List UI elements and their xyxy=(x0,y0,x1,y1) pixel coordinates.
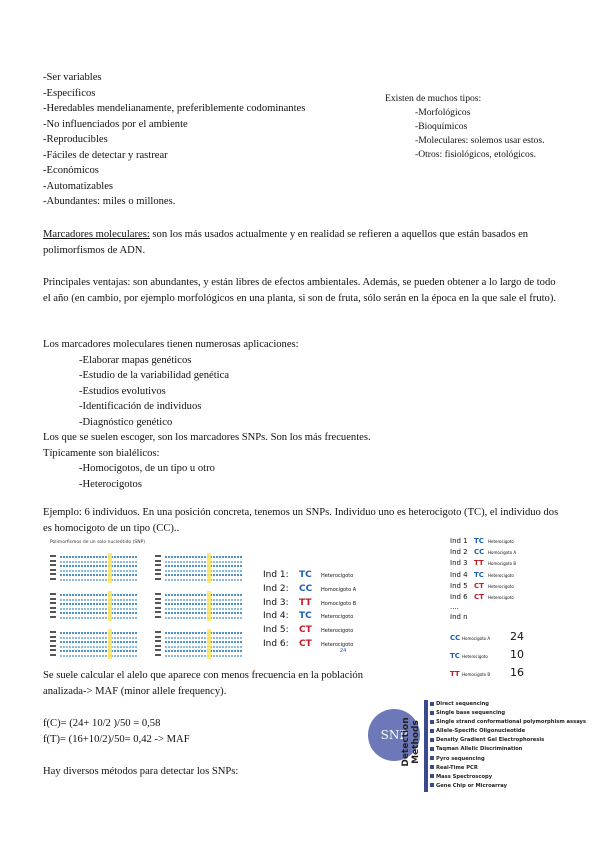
individual-label: Ind 4: xyxy=(263,611,289,622)
sequence-tick xyxy=(155,573,161,575)
method-item xyxy=(430,773,586,782)
sequence-line xyxy=(165,617,243,619)
individual-desc: Heterocigoto xyxy=(488,583,514,589)
application-item: -Identificación de individuos xyxy=(79,401,202,412)
method-label: Mass Spectroscopy xyxy=(436,773,493,780)
count-row xyxy=(450,646,550,664)
right-individuals xyxy=(450,536,550,603)
count-genotype: TC xyxy=(450,652,460,661)
individual-genotype: CT xyxy=(474,581,484,590)
method-label: Gene Chip or Microarray xyxy=(436,782,507,789)
sequence-line xyxy=(165,594,243,596)
sequence-line xyxy=(60,646,138,648)
characteristics-list xyxy=(43,70,305,210)
sequence-tick xyxy=(50,645,56,647)
sequence-tick xyxy=(50,607,56,609)
count-genotype: TT xyxy=(450,670,460,679)
method-item xyxy=(430,709,586,718)
sequence-line xyxy=(60,561,138,563)
individual-desc: Heterocigoto xyxy=(488,539,514,544)
individual-desc: Heterocigoto xyxy=(321,641,354,648)
sequence-tick xyxy=(50,611,56,613)
formula-c: f(C)= (24+ 10/2 )/50 = 0,58 xyxy=(43,718,161,729)
snp-highlight xyxy=(108,591,112,621)
method-item xyxy=(430,745,586,754)
sequence-tick xyxy=(155,598,161,600)
sequence-tick xyxy=(50,654,56,656)
methods-intro: Hay diversos métodos para detectar los SNPs: xyxy=(43,766,239,777)
molecular-text: son los más usados actualmente y en realidad se refieren a aquellos que están basados en polimorfismos de ADN. xyxy=(43,229,529,256)
method-item xyxy=(430,782,586,791)
method-label: Taqman Allelic Discrimination xyxy=(436,746,523,753)
method-item xyxy=(430,727,586,736)
type-item: -Morfológicos xyxy=(415,107,471,118)
sequence-tick xyxy=(155,654,161,656)
snp-highlight xyxy=(207,629,211,659)
sequence-line xyxy=(165,608,243,610)
sequence-line xyxy=(60,632,138,634)
method-label: Single strand conformational polymorphism assays xyxy=(436,719,587,726)
sequence-tick xyxy=(155,578,161,580)
count-genotype: CC xyxy=(450,634,461,643)
sequence-tick xyxy=(50,578,56,580)
method-bullet-icon xyxy=(430,720,434,724)
sequence-line xyxy=(165,641,243,643)
individual-desc: Homocigoto A xyxy=(488,550,517,556)
example-paragraph: Ejemplo: 6 individuos. En una posición concreta, tenemos un SNPs. Individuo uno es heterocigoto (TC), el individuo dos es homocigoto de un tipo (CC).. xyxy=(43,507,559,534)
individual-row xyxy=(450,581,550,592)
snp-detection-diagram xyxy=(368,700,600,800)
sequence-line xyxy=(60,570,138,572)
sequence-line xyxy=(165,655,243,657)
sequence-line xyxy=(60,603,138,605)
sequence-line xyxy=(60,599,138,601)
sequence-tick xyxy=(155,602,161,604)
method-bullet-icon xyxy=(430,702,434,706)
sequence-tick xyxy=(50,555,56,557)
individual-label: Ind 5: xyxy=(263,625,289,636)
individual-label: Ind 2 xyxy=(450,548,468,557)
sequence-line xyxy=(165,612,243,614)
maf-paragraph: Se suele calcular el alelo que aparece con menos frecuencia en la población analizada-> MAF (minor allele frequency). xyxy=(43,670,364,697)
sequence-line xyxy=(165,579,243,581)
figure-title: Polimorfismos de un solo nucleótido (SNP) xyxy=(50,540,146,545)
sequence-panel xyxy=(50,550,265,662)
type-item: -Bioquímicos xyxy=(415,121,468,132)
individual-row xyxy=(263,569,356,583)
sequence-tick xyxy=(155,611,161,613)
formulas xyxy=(43,716,190,747)
method-bullet-icon xyxy=(430,765,434,769)
figure-note: 24 xyxy=(340,648,347,654)
sequence-line xyxy=(60,612,138,614)
sequence-tick xyxy=(50,598,56,600)
bialelic-list xyxy=(43,461,371,492)
individual-desc: Heterocigoto xyxy=(488,572,514,578)
characteristic-item: -Reproducibles xyxy=(43,134,108,145)
individual-genotype: TC xyxy=(299,611,312,622)
sequence-block xyxy=(155,550,255,584)
individual-genotype: CC xyxy=(474,548,485,557)
individual-genotype: CT xyxy=(299,638,312,649)
sequence-line xyxy=(60,594,138,596)
snp-figure-right xyxy=(450,536,550,680)
count-desc: Heterocigoto xyxy=(462,654,488,660)
types-list xyxy=(385,106,545,162)
bialelic-intro: Típicamente son bialélicos: xyxy=(43,447,160,459)
count-desc: Homocigoto B xyxy=(462,672,491,678)
ind-n-label: Ind n xyxy=(450,613,468,622)
sequence-tick xyxy=(50,573,56,575)
individual-desc: Homocigoto A xyxy=(321,586,357,593)
molecular-term: Marcadores moleculares: xyxy=(43,229,150,240)
method-bullet-icon xyxy=(430,729,434,733)
individual-genotype: TT xyxy=(299,597,312,608)
method-label: Real-Time PCR xyxy=(436,764,478,771)
molecular-paragraph xyxy=(43,227,563,258)
sequence-line xyxy=(165,603,243,605)
sequence-line xyxy=(165,646,243,648)
method-label: Allele-Specific Oligonucleotide xyxy=(436,728,526,735)
application-item: -Estudios evolutivos xyxy=(79,385,166,397)
sequence-tick xyxy=(155,593,161,595)
method-item xyxy=(430,755,586,764)
bialelic-item: -Heterocigotos xyxy=(79,478,142,490)
sequence-tick xyxy=(155,645,161,647)
sequence-line xyxy=(165,637,243,639)
sequence-block xyxy=(155,626,255,660)
sequence-tick xyxy=(155,569,161,571)
sequence-line xyxy=(60,565,138,567)
sequence-tick xyxy=(155,649,161,651)
sequence-block xyxy=(50,626,150,660)
individual-genotype: CT xyxy=(299,625,312,636)
sequence-tick xyxy=(155,564,161,566)
individual-row xyxy=(263,583,356,597)
method-bullet-icon xyxy=(430,747,434,751)
sequence-block xyxy=(50,550,150,584)
individual-label: Ind 1: xyxy=(263,570,289,580)
sequence-tick xyxy=(50,602,56,604)
individual-desc: Heterocigoto xyxy=(321,573,354,579)
method-bullet-icon xyxy=(430,756,434,760)
types-heading: Existen de muchos tipos: xyxy=(385,93,482,104)
sequence-tick xyxy=(50,564,56,566)
method-bullet-icon xyxy=(430,711,434,715)
count-value: 16 xyxy=(510,666,524,680)
characteristic-item: -Económicos xyxy=(43,165,99,176)
individual-label: Ind 5 xyxy=(450,581,468,590)
applications-intro: Los marcadores moleculares tienen numerosas aplicaciones: xyxy=(43,339,299,350)
method-item xyxy=(430,764,586,773)
characteristic-item: -Heredables mendelianamente, preferiblemente codominantes xyxy=(43,103,306,114)
sequence-block xyxy=(50,588,150,622)
sequence-block xyxy=(155,588,255,622)
sequence-tick xyxy=(155,636,161,638)
characteristic-item: -Abundantes: miles o millones. xyxy=(43,196,176,207)
type-item: -Moleculares: solemos usar estos. xyxy=(415,135,545,146)
applications-list xyxy=(43,353,371,431)
sequence-line xyxy=(60,608,138,610)
formula-t: f(T)= (16+10/2)/50= 0,42 -> MAF xyxy=(43,733,190,745)
sequence-tick xyxy=(155,640,161,642)
characteristic-item: -Ser variables xyxy=(43,72,102,83)
individual-label: Ind 2: xyxy=(263,583,289,594)
characteristic-item: -Fáciles de detectar y rastrear xyxy=(43,149,168,161)
sequence-line xyxy=(165,599,243,601)
sequence-line xyxy=(165,565,243,567)
count-row xyxy=(450,628,550,646)
genotype-counts xyxy=(450,628,550,682)
snp-figure-left xyxy=(50,540,360,665)
method-label: Density Gradient Gel Electrophoresis xyxy=(436,737,545,744)
method-item xyxy=(430,736,586,745)
individual-genotype: CT xyxy=(474,593,484,602)
method-bullet-icon xyxy=(430,738,434,742)
advantages-paragraph: Principales ventajas: son abundantes, y están libres de efectos ambientales. Además, se pueden obtener a lo largo de todo el año (en cambio, por ejemplo morfológicos en una planta, si son de fruta, sólo serán en la época en la que sale el fruto). xyxy=(43,277,557,304)
individual-label: Ind 6 xyxy=(450,593,468,602)
individual-row xyxy=(263,610,356,624)
sequence-line xyxy=(165,570,243,572)
sequence-tick xyxy=(155,555,161,557)
sequence-line xyxy=(60,641,138,643)
method-label: Single base sequencing xyxy=(436,710,506,717)
individual-genotype: CC xyxy=(299,583,313,594)
individual-label: Ind 6: xyxy=(263,638,289,649)
snp-highlight xyxy=(207,553,211,583)
count-value: 24 xyxy=(510,630,524,644)
sequence-line xyxy=(165,561,243,563)
dots: .... xyxy=(450,603,459,612)
sequence-line xyxy=(60,655,138,657)
sequence-line xyxy=(60,556,138,558)
snp-circle: SNP xyxy=(368,709,420,761)
sequence-tick xyxy=(50,640,56,642)
method-bullet-icon xyxy=(430,783,434,787)
application-item: -Diagnóstico genético xyxy=(79,416,173,428)
individual-genotype: TT xyxy=(474,559,484,568)
sequence-line xyxy=(165,574,243,576)
count-desc: Homocigoto A xyxy=(462,636,491,642)
individual-row xyxy=(263,597,356,611)
method-label: Direct sequencing xyxy=(436,701,490,707)
sequence-tick xyxy=(50,636,56,638)
sequence-line xyxy=(165,650,243,652)
type-item: -Otros: fisiológicos, etológicos. xyxy=(415,149,536,160)
sequence-tick xyxy=(155,631,161,633)
method-bullet-icon xyxy=(430,774,434,778)
types-block xyxy=(385,92,545,162)
methods-bracket xyxy=(424,700,428,792)
individual-label: Ind 3 xyxy=(450,559,468,568)
applications-block xyxy=(43,337,371,492)
sequence-tick xyxy=(50,593,56,595)
method-item xyxy=(430,718,586,727)
characteristic-item: -Automatizables xyxy=(43,180,114,192)
individual-row xyxy=(263,624,356,638)
left-individuals xyxy=(263,569,356,652)
individual-label: Ind 1 xyxy=(450,537,468,545)
sequence-line xyxy=(60,579,138,581)
sequence-line xyxy=(60,574,138,576)
snp-highlight xyxy=(207,591,211,621)
method-label: Pyro sequencing xyxy=(436,755,485,762)
sequence-tick xyxy=(50,560,56,562)
snp-highlight xyxy=(108,553,112,583)
individual-row xyxy=(450,536,550,547)
count-value: 10 xyxy=(510,648,524,662)
method-item xyxy=(430,700,586,709)
sequence-line xyxy=(60,617,138,619)
sequence-tick xyxy=(155,607,161,609)
individual-genotype: TC xyxy=(474,570,484,579)
characteristic-item: -Específicos xyxy=(43,87,96,99)
sequence-tick xyxy=(50,649,56,651)
count-row xyxy=(450,664,550,682)
individual-label: Ind 4 xyxy=(450,570,468,579)
sequence-tick xyxy=(50,616,56,618)
sequence-tick xyxy=(155,616,161,618)
individual-row xyxy=(450,570,550,581)
sequence-tick xyxy=(50,569,56,571)
individual-genotype: TC xyxy=(474,537,484,545)
sequence-tick xyxy=(155,560,161,562)
sequence-tick xyxy=(50,631,56,633)
individual-label: Ind 3: xyxy=(263,597,289,608)
individual-desc: Heterocigoto xyxy=(321,628,354,635)
application-item: -Estudio de la variabilidad genética xyxy=(79,370,230,381)
detection-title-box xyxy=(396,700,426,792)
snp-choice-text: Los que se suelen escoger, son los marcadores SNPs. Son los más frecuentes. xyxy=(43,432,371,443)
individual-row xyxy=(450,547,550,558)
individual-desc: Heterocigoto xyxy=(488,595,514,601)
application-item: -Elaborar mapas genéticos xyxy=(79,354,192,366)
individual-desc: Homocigoto B xyxy=(321,600,357,607)
sequence-line xyxy=(60,650,138,652)
individual-desc: Homocigoto B xyxy=(488,561,517,567)
detection-title: Detection Methods xyxy=(401,717,421,767)
sequence-line xyxy=(165,632,243,634)
methods-list xyxy=(430,700,586,791)
sequence-line xyxy=(165,556,243,558)
individual-row xyxy=(450,558,550,569)
sequence-line xyxy=(60,637,138,639)
individual-row xyxy=(450,592,550,603)
individual-desc: Heterocigoto xyxy=(321,614,354,621)
characteristic-item: -No influenciados por el ambiente xyxy=(43,118,188,130)
snp-highlight xyxy=(108,629,112,659)
bialelic-item: -Homocigotos, de un tipo u otro xyxy=(79,463,215,474)
individual-genotype: TC xyxy=(299,570,312,580)
